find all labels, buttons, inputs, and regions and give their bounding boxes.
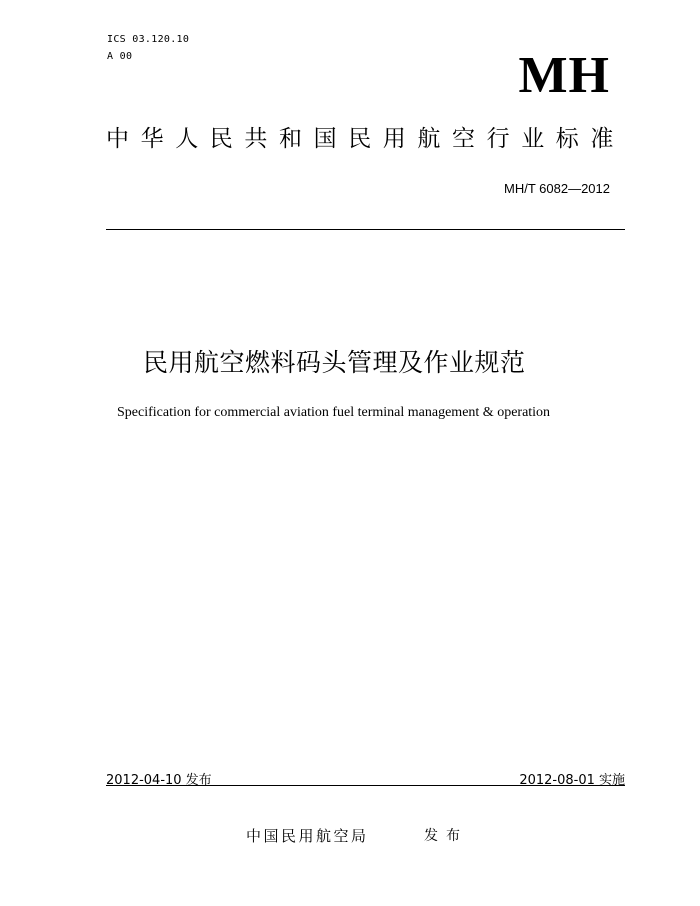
- ics-code: ICS 03.120.10: [107, 34, 190, 45]
- standard-number: MH/T 6082—2012: [504, 181, 610, 196]
- ccs-code: A 00: [107, 51, 133, 62]
- publish-date: 2012-04-10 发布: [106, 773, 212, 788]
- header-divider: [106, 229, 625, 230]
- issuing-authority: 中国民用航空局: [246, 827, 369, 845]
- document-title-chinese: 民用航空燃料码头管理及作业规范: [143, 348, 526, 377]
- document-title-english: Specification for commercial aviation fuel terminal management & operation: [117, 405, 551, 420]
- mh-logo: MH: [518, 47, 610, 104]
- issue-label: 发布: [424, 828, 468, 844]
- effective-date: 2012-08-01 实施: [519, 773, 625, 788]
- standard-title: 中华人民共和国民用航空行业标准: [106, 126, 625, 152]
- footer-divider: [106, 785, 625, 786]
